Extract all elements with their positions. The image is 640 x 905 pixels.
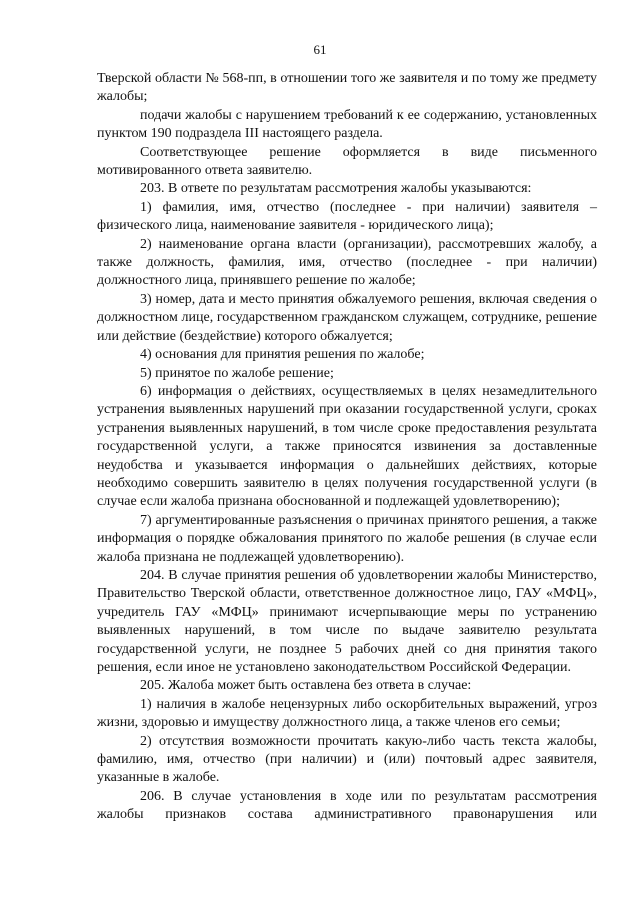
paragraph: 203. В ответе по результатам рассмотрения жалобы указываются: [140, 181, 532, 197]
paragraph: 5) принятое по жалобе решение; [140, 365, 334, 381]
paragraph: 1) фамилия, имя, отчество (последнее - при наличии) заявителя – физического лица, наименование заявителя - юридического лица); [97, 199, 597, 234]
paragraph: Тверской области № 568-пп, в отношении того же заявителя и по тому же предмету жалобы; [97, 71, 597, 105]
paragraph: 3) номер, дата и место принятия обжалуемого решения, включая сведения о должностном лице, государственном гражданском служащем, сотруднике, решение или действие (бездействие) которого обжалуется; [97, 291, 597, 344]
paragraph: подачи жалобы с нарушением требований к ее содержанию, установленных пунктом 190 подраздела III настоящего раздела. [97, 107, 597, 142]
paragraph: 6) информация о действиях, осуществляемых в целях незамедлительного устранения выявленных нарушений при оказании государственной услуги, сроках устранения выявленных нарушений, в том числе сроке предоставления результата государственной услуги, а также приносятся извинения за доставленные неудобства и указывается информация о дальнейших действиях, которые необходимо совершить заявителю в целях получения государственной услуги (в случае если жалоба признана обоснованной и подлежащей удовлетворению); [97, 383, 597, 510]
paragraph: 2) отсутствия возможности прочитать какую-либо часть текста жалобы, фамилию, имя, отчество (при наличии) и (или) почтовый адрес заявителя, указанные в жалобе. [97, 733, 597, 786]
document-body [97, 70, 597, 825]
paragraph: 4) основания для принятия решения по жалобе; [140, 347, 425, 363]
page-number: 61 [313, 42, 327, 57]
paragraph: 2) наименование органа власти (организации), рассмотревших жалобу, а также должность, фамилия, имя, отчество (последнее - при наличии) должностного лица, принявшего решение по жалобе; [97, 236, 597, 289]
paragraph: 206. В случае установления в ходе или по результатам рассмотрения жалобы признаков состава административного правонарушения или [97, 788, 597, 823]
paragraph: 1) наличия в жалобе нецензурных либо оскорбительных выражений, угроз жизни, здоровью и имуществу должностного лица, а также членов его семьи; [97, 696, 597, 731]
paragraph: Соответствующее решение оформляется в виде письменного мотивированного ответа заявителю. [97, 144, 597, 179]
paragraph: 7) аргументированные разъяснения о причинах принятого решения, а также информация о порядке обжалования принятого по жалобе решения (в случае если жалоба признана не подлежащей удовлетворению). [97, 512, 597, 565]
paragraph: 204. В случае принятия решения об удовлетворении жалобы Министерство, Правительство Тверской области, ответственное должностное лицо, ГАУ «МФЦ», учредитель ГАУ «МФЦ» принимают исчерпывающие меры по устранению выявленных нарушений, в том числе по выдаче заявителю результата государственной услуги, не позднее 5 рабочих дней со дня принятия такого решения, если иное не установлено законодательством Российской Федерации. [97, 567, 597, 675]
paragraph: 205. Жалоба может быть оставлена без ответа в случае: [140, 678, 472, 694]
